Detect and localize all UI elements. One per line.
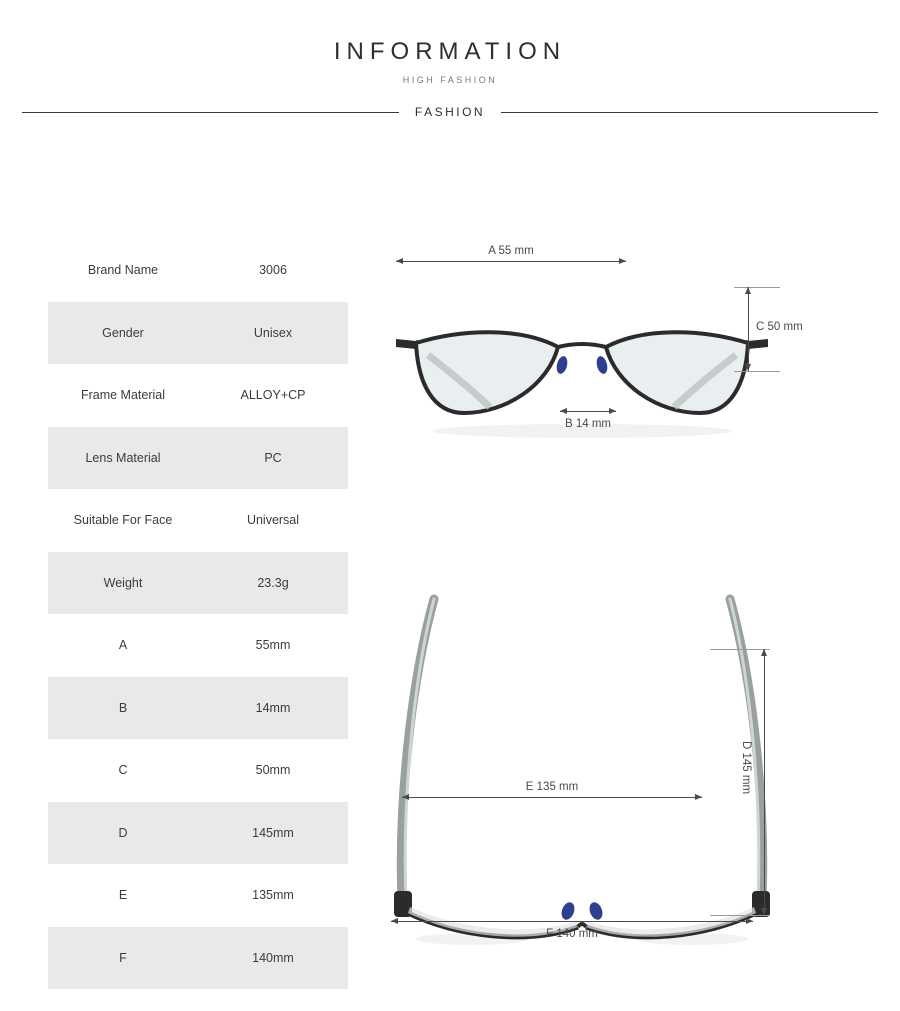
divider-line-left [22,112,381,113]
table-row [48,427,348,490]
dimension-a-arrow [396,261,626,262]
dimension-b-label: B 14 mm [564,418,611,430]
spec-value: Unisex [253,325,293,340]
dimension-a-group [396,245,626,262]
spec-label: C [118,763,128,778]
dimension-c-arrow [748,287,749,371]
eyeglasses-top-view-icon [372,569,792,969]
spec-value: 50mm [255,763,291,778]
spec-label: D [118,825,128,840]
spec-label: Brand Name [87,263,159,278]
diagram-column [382,239,900,989]
spec-value: 23.3g [257,575,289,590]
page-header [0,0,900,119]
dimension-f-group [372,921,772,940]
table-row [48,614,348,677]
dimension-f-arrow [391,921,753,922]
spec-value: 135mm [252,888,294,903]
divider-line-right [519,112,878,113]
divider-dash-right [501,112,519,113]
table-row [48,739,348,802]
table-row [48,677,348,740]
page-title: INFORMATION [333,38,567,65]
dimension-e-arrow [402,797,702,798]
table-row [48,364,348,427]
table-row [48,927,348,990]
dimension-c-tick-top [734,287,780,288]
dimension-d-tick-bottom [710,915,770,916]
spec-value: 55mm [255,638,291,653]
dimension-e-group [382,781,722,798]
spec-label: F [119,950,127,965]
dimension-c-group [734,287,803,371]
table-row [48,802,348,865]
spec-label: Suitable For Face [73,513,173,528]
table-row [48,239,348,302]
spec-label: A [118,638,128,653]
dimension-d-group [734,649,752,915]
spec-label: B [118,700,128,715]
top-view-block [382,569,900,989]
specification-table [48,239,348,989]
dimension-d-arrow [764,649,765,915]
dimension-a-label: A 55 mm [488,245,534,257]
spec-label: Frame Material [80,388,166,403]
spec-label: Weight [103,575,143,590]
dimension-b-group [530,411,646,430]
content-area [0,239,900,989]
spec-value: ALLOY+CP [240,388,306,403]
table-row [48,302,348,365]
section-divider [0,105,900,119]
dimension-e-label: E 135 mm [525,781,579,793]
spec-value: 145mm [252,825,294,840]
dimension-c-label: C 50 mm [756,321,803,333]
table-row [48,489,348,552]
page-subtitle: HIGH FASHION [402,75,498,85]
spec-value: 14mm [255,700,291,715]
spec-label: Gender [102,325,144,340]
spec-label: E [118,888,128,903]
spec-value: 3006 [259,263,287,278]
divider-dash-left [381,112,399,113]
table-row [48,552,348,615]
spec-value: Universal [246,513,300,528]
dimension-c-tick-bottom [734,371,780,372]
dimension-d-label: D 145 mm [740,741,752,795]
front-view-block [382,239,900,559]
dimension-f-label: F 140 mm [546,928,598,940]
spec-label: Lens Material [85,450,161,465]
spec-value: PC [264,450,282,465]
divider-label: FASHION [414,105,486,119]
table-row [48,864,348,927]
spec-value: 140mm [252,950,294,965]
dimension-b-arrow [560,411,616,412]
